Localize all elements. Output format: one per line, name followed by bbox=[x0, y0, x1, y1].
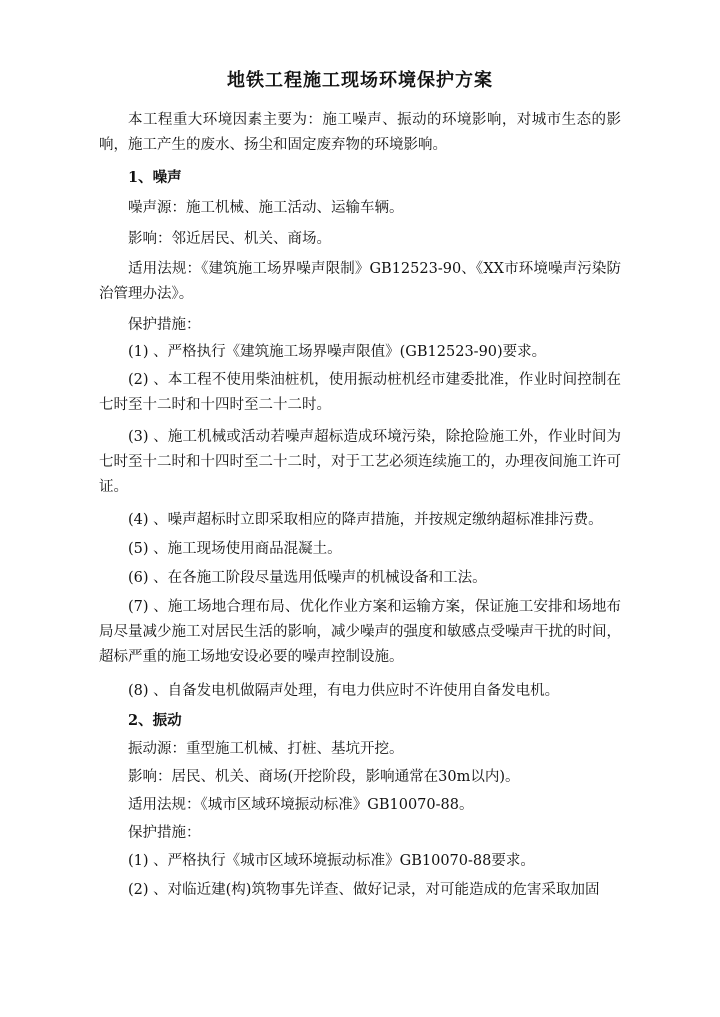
intro-paragraph: 本工程重大环境因素主要为：施工噪声、振动的环境影响，对城市生态的影响，施工产生的废水、扬尘和固定废弃物的环境影响。 bbox=[99, 112, 621, 153]
noise-source: 噪声源：施工机械、施工活动、运输车辆。 bbox=[128, 200, 404, 216]
vibration-measure-item: (1) 、严格执行《城市区域环境振动标准》GB10070-88要求。 bbox=[128, 853, 535, 869]
vibration-impact: 影响：居民、机关、商场(开挖阶段，影响通常在30m以内)。 bbox=[128, 769, 520, 785]
vibration-measures-label: 保护措施： bbox=[128, 825, 201, 841]
section-heading-vibration: 2、振动 bbox=[128, 712, 182, 729]
noise-measure-item: (2) 、本工程不使用柴油桩机，使用振动桩机经市建委批准，作业时间控制在七时至十二时和十四时至二十二时。 bbox=[99, 372, 621, 413]
noise-measure-item: (5) 、施工现场使用商品混凝土。 bbox=[128, 541, 342, 557]
section-heading-noise: 1、噪声 bbox=[128, 169, 182, 186]
vibration-law: 适用法规：《城市区域环境振动标准》GB10070-88。 bbox=[128, 797, 474, 813]
noise-measure-item: (3) 、施工机械或活动若噪声超标造成环境污染，除抢险施工外，作业时间为七时至十二时和十四时至二十二时，对于工艺必须连续施工的，办理夜间施工许可证。 bbox=[99, 429, 621, 495]
noise-law: 适用法规：《建筑施工场界噪声限制》GB12523-90、《XX市环境噪声污染防治管理办法》。 bbox=[99, 261, 621, 302]
document-title: 地铁工程施工现场环境保护方案 bbox=[227, 70, 493, 91]
vibration-source: 振动源：重型施工机械、打桩、基坑开挖。 bbox=[128, 741, 404, 757]
noise-measure-item: (1) 、严格执行《建筑施工场界噪声限值》(GB12523-90)要求。 bbox=[128, 344, 547, 360]
noise-measure-item: (6) 、在各施工阶段尽量选用低噪声的机械设备和工法。 bbox=[128, 570, 487, 586]
noise-impact: 影响：邻近居民、机关、商场。 bbox=[128, 231, 331, 247]
noise-measure-item: (8) 、自备发电机做隔声处理，有电力供应时不许使用自备发电机。 bbox=[128, 683, 560, 699]
noise-measure-item: (4) 、噪声超标时立即采取相应的降声措施，并按规定缴纳超标准排污费。 bbox=[128, 512, 603, 528]
noise-measure-item: (7) 、施工场地合理布局、优化作业方案和运输方案，保证施工安排和场地布局尽量减少施工对居民生活的影响，减少噪声的强度和敏感点受噪声干扰的时间，超标严重的施工场地安设必要的噪声控制设施。 bbox=[99, 599, 621, 665]
noise-measures-label: 保护措施： bbox=[128, 317, 201, 333]
vibration-measure-item: (2) 、对临近建(构)筑物事先详查、做好记录，对可能造成的危害采取加固 bbox=[128, 882, 600, 898]
